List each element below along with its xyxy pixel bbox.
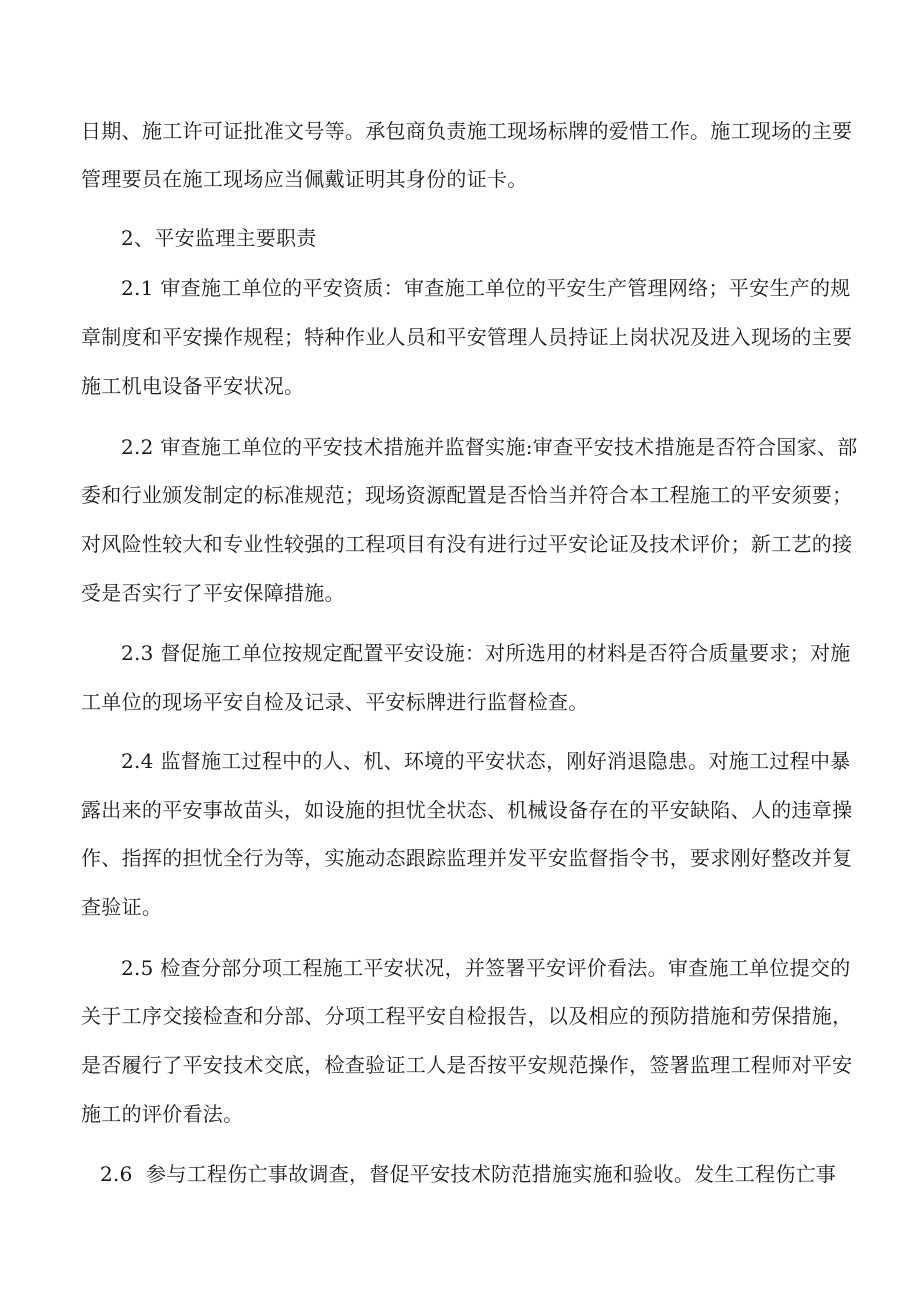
- text-line: 施工的评价看法。: [81, 1102, 244, 1126]
- text-line: 章制度和平安操作规程；特种作业人员和平安管理人员持证上岗状况及进入现场的主要: [81, 325, 853, 349]
- text-line: 管理要员在施工现场应当佩戴证明其身份的证卡。: [81, 167, 528, 191]
- text-line: 关于工序交接检查和分部、分项工程平安自检报告，以及相应的预防措施和劳保措施，: [81, 1004, 853, 1028]
- section-heading: 2、平安监理主要职责: [121, 226, 317, 250]
- text-line: 2.1 审查施工单位的平安资质：审查施工单位的平安生产管理网络；平安生产的规: [121, 276, 851, 300]
- text-line: 2.5 检查分部分项工程施工平安状况，并签署平安评价看法。审查施工单位提交的: [121, 956, 851, 980]
- text-line: 2.2 审查施工单位的平安技术措施并监督实施:审查平安技术措施是否符合国家、部: [121, 435, 858, 459]
- text-line: 施工机电设备平安状况。: [81, 374, 305, 398]
- text-line: 查验证。: [81, 895, 163, 919]
- text-line: 2.3 督促施工单位按规定配置平安设施：对所选用的材料是否符合质量要求；对施: [121, 641, 851, 665]
- text-line: 露出来的平安事故苗头，如设施的担忧全状态、机械设备存在的平安缺陷、人的违章操: [81, 798, 853, 822]
- text-line: 受是否实行了平安保障措施。: [81, 581, 345, 605]
- text-line: 工单位的现场平安自检及记录、平安标牌进行监督检查。: [81, 690, 589, 714]
- text-line: 是否履行了平安技术交底，检查验证工人是否按平安规范操作，签署监理工程师对平安: [81, 1053, 853, 1077]
- text-line: 作、指挥的担忧全行为等，实施动态跟踪监理并发平安监督指令书，要求刚好整改并复: [81, 846, 853, 870]
- text-line: 2.6 参与工程伤亡事故调查，督促平安技术防范措施实施和验收。发生工程伤亡事: [100, 1162, 837, 1186]
- text-line: 日期、施工许可证批准文号等。承包商负责施工现场标牌的爱惜工作。施工现场的主要: [81, 119, 853, 143]
- text-line: 委和行业颁发制定的标准规范；现场资源配置是否恰当并符合本工程施工的平安须要；: [81, 483, 853, 507]
- text-line: 2.4 监督施工过程中的人、机、环境的平安状态，刚好消退隐患。对施工过程中暴: [121, 749, 851, 773]
- text-line: 对风险性较大和专业性较强的工程项目有没有进行过平安论证及技术评价；新工艺的接: [81, 532, 853, 556]
